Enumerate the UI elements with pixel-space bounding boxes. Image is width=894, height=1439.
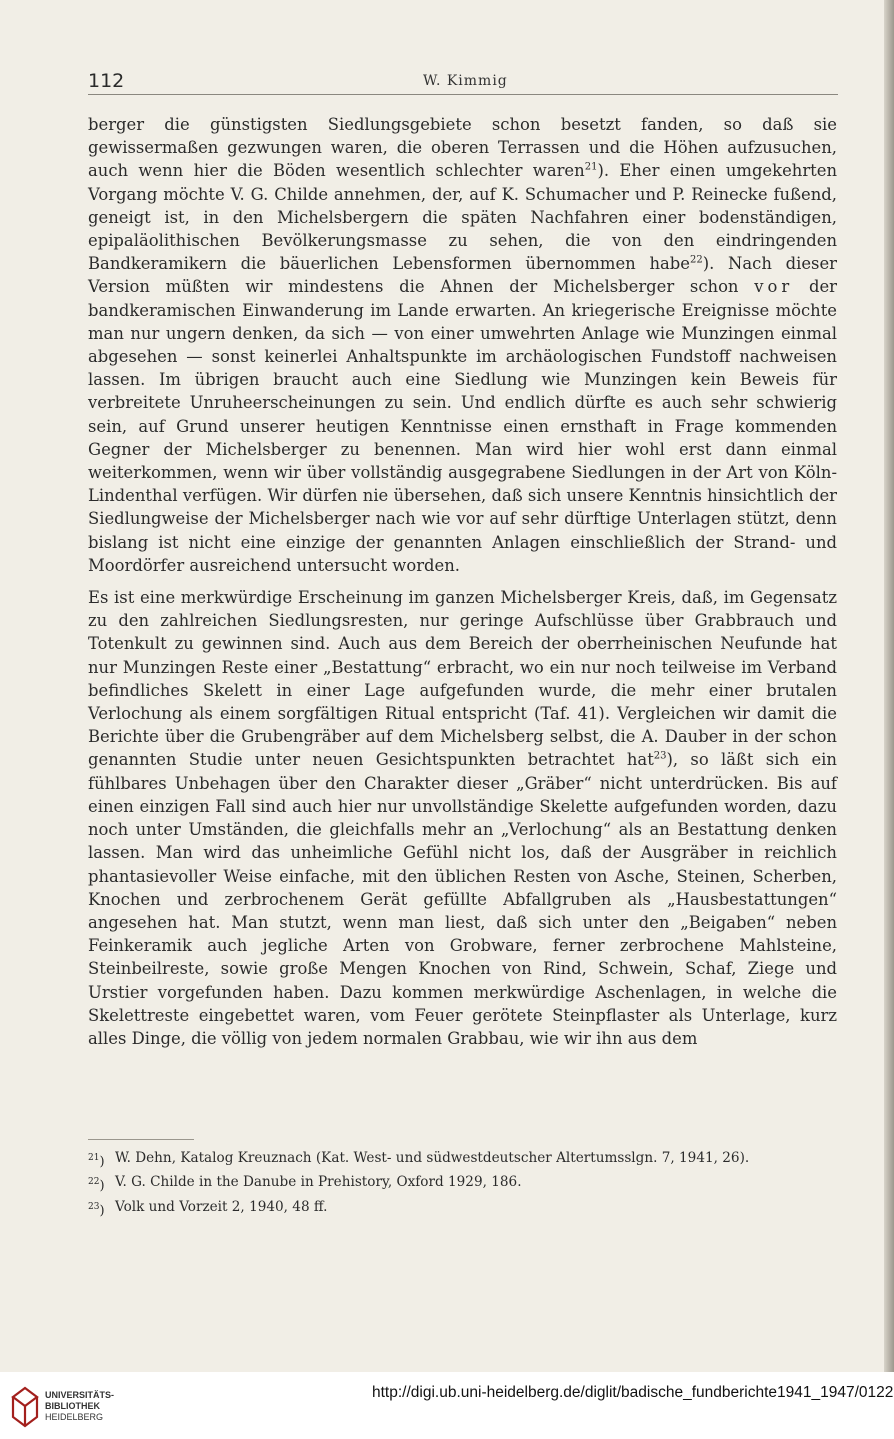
paragraph-2: Es ist eine merkwürdige Erscheinung im ganzen Michelsberger Kreis, daß, im Gegensatz zu den zahlreichen Siedlungsresten, nur geringe Aufschlüsse über Grabbrauch und Totenkult zu gewinnen sind. Auch aus dem Bereich der oberrheinischen Neufunde hat nur Munzingen Reste einer „Bestattung“ erbracht, wo ein nur noch teilweise im Verband befindliches Skelett in einer Lage aufgefunden wurde, die mehr einer brutalen Verlochung als einem sorgfältigen Ritual entspricht (Taf. 41). Vergleichen wir damit die Berichte über die Grubengräber auf dem Michelsberg selbst, die A. Dauber in der schon genannten Studie unter neuen Gesichtspunkten betrachtet hat$^{23}$), so läßt sich ein fühlbares Unbehagen über den Charakter dieser „Gräber“ nicht unterdrücken. Bis auf einen einzigen Fall sind auch hier nur unvollständige Skelette aufgefunden worden, dazu noch unter Umständen, die gleichfalls mehr an „Verlochung“ als an Bestattung denken lassen. Man wird das unheimliche Gefühl nicht los, daß der Ausgräber in reichlich phantasievoller Weise einfache, mit den üblichen Resten von Asche, Steinen, Scherben, Knochen und zerbrochenem Gerät gefüllte Abfallgruben als „Hausbestattungen“ angesehen hat. Man stutzt, wenn man liest, daß sich unter den „Beigaben“ neben Feinkeramik auch jegliche Arten von Grobware, ferner zerbrochene Mahlsteine, Steinbeilreste, sowie große Mengen Knochen von Rind, Schwein, Schaf, Ziege und Urstier vorgefunden haben. Dazu kommen merkwürdige Aschenlagen, in welche die Skelettreste eingebettet waren, vom Feuer gerötete Steinpflaster als Unterlage, kurz alles Dinge, die völlig von jedem normalen Grabbau, wie wir ihn aus dem (88, 588, 837, 1048)
footnote-ref-21[interactable]: 21 (584, 161, 598, 173)
permalink-url[interactable]: http://digi.ub.uni-heidelberg.de/diglit/badische_fundberichte1941_1947/0122 (372, 1384, 894, 1401)
paragraph-1: berger die günstigsten Siedlungsgebiete schon besetzt fanden, so daß sie gewissermaßen gezwungen waren, die oberen Terrassen und die Höhen aufzusuchen, auch wenn hier die Böden wesentlich schlechter waren$^{21}$). Eher einen umgekehrten Vorgang möchte V. G. Childe annehmen, der, auf K. Schumacher und P. Reinecke fußend, geneigt ist, in den Michelsbergern die späten Nachfahren einer bodenständigen, epipaläolithischen Bevölkerungsmasse zu sehen, die von den eindringenden Bandkeramikern die bäuerlichen Lebensformen übernommen habe$^{22}$). Nach dieser Version müßten wir mindestens die Ahnen der Michelsberger schon vor der bandkeramischen Einwanderung im Lande erwarten. An kriegerische Ereignisse möchte man nur ungern denken, da sich — von einer umwehrten Anlage wie Munzingen einmal abgesehen — sonst keinerlei Anhaltspunkte im archäologischen Fundstoff nachweisen lassen. Im übrigen braucht auch eine Siedlung wie Munzingen kein Beweis für verbreitete Unruheerscheinungen zu sein. Und endlich dürfte es auch sehr schwierig sein, auf Grund unserer heutigen Kenntnisse einen ernsthaft in Frage kommenden Gegner der Michelsberger zu benennen. Man wird hier wohl erst dann einmal weiterkommen, wenn wir über vollständig ausgegrabene Siedlungen in der Art von Köln-Lindenthal verfügen. Wir dürfen nie übersehen, daß sich unsere Kenntnis hinsichtlich der Siedlungweise der Michelsberger nach wie vor auf sehr dürftige Unterlagen stützt, denn bislang ist nicht eine einzige der genannten Anlagen einschließlich der Strand- und Moordörfer ausreichend untersucht worden. (88, 115, 838, 575)
page-header (88, 70, 838, 95)
footnote-ref-22[interactable]: 22 (689, 254, 703, 266)
library-logo-icon (10, 1385, 40, 1429)
page-number: 112 (88, 70, 125, 92)
footnote-divider (88, 1139, 194, 1140)
emphasis-vor: vor (754, 277, 794, 297)
body-text (88, 113, 837, 1050)
footnote-21: $^{21}$) W. Dehn, Katalog Kreuznach (Kat. West- und südwestdeutscher Altertumsslgn. 7, 1941, 26). (88, 1150, 750, 1170)
footnote-23: $^{23}$) Volk und Vorzeit 2, 1940, 48 ff. (88, 1198, 328, 1218)
footnote-ref-23[interactable]: 23 (653, 751, 667, 763)
page-edge-shadow (884, 0, 894, 1372)
footnotes (88, 1148, 837, 1221)
footnote-22: $^{22}$) V. G. Childe in the Danube in Prehistory, Oxford 1929, 186. (88, 1174, 522, 1194)
library-name: UNIVERSITÄTS- BIBLIOTHEK HEIDELBERG (45, 1390, 115, 1422)
running-head: W. Kimmig (423, 73, 508, 89)
viewer-footer (0, 1372, 894, 1439)
